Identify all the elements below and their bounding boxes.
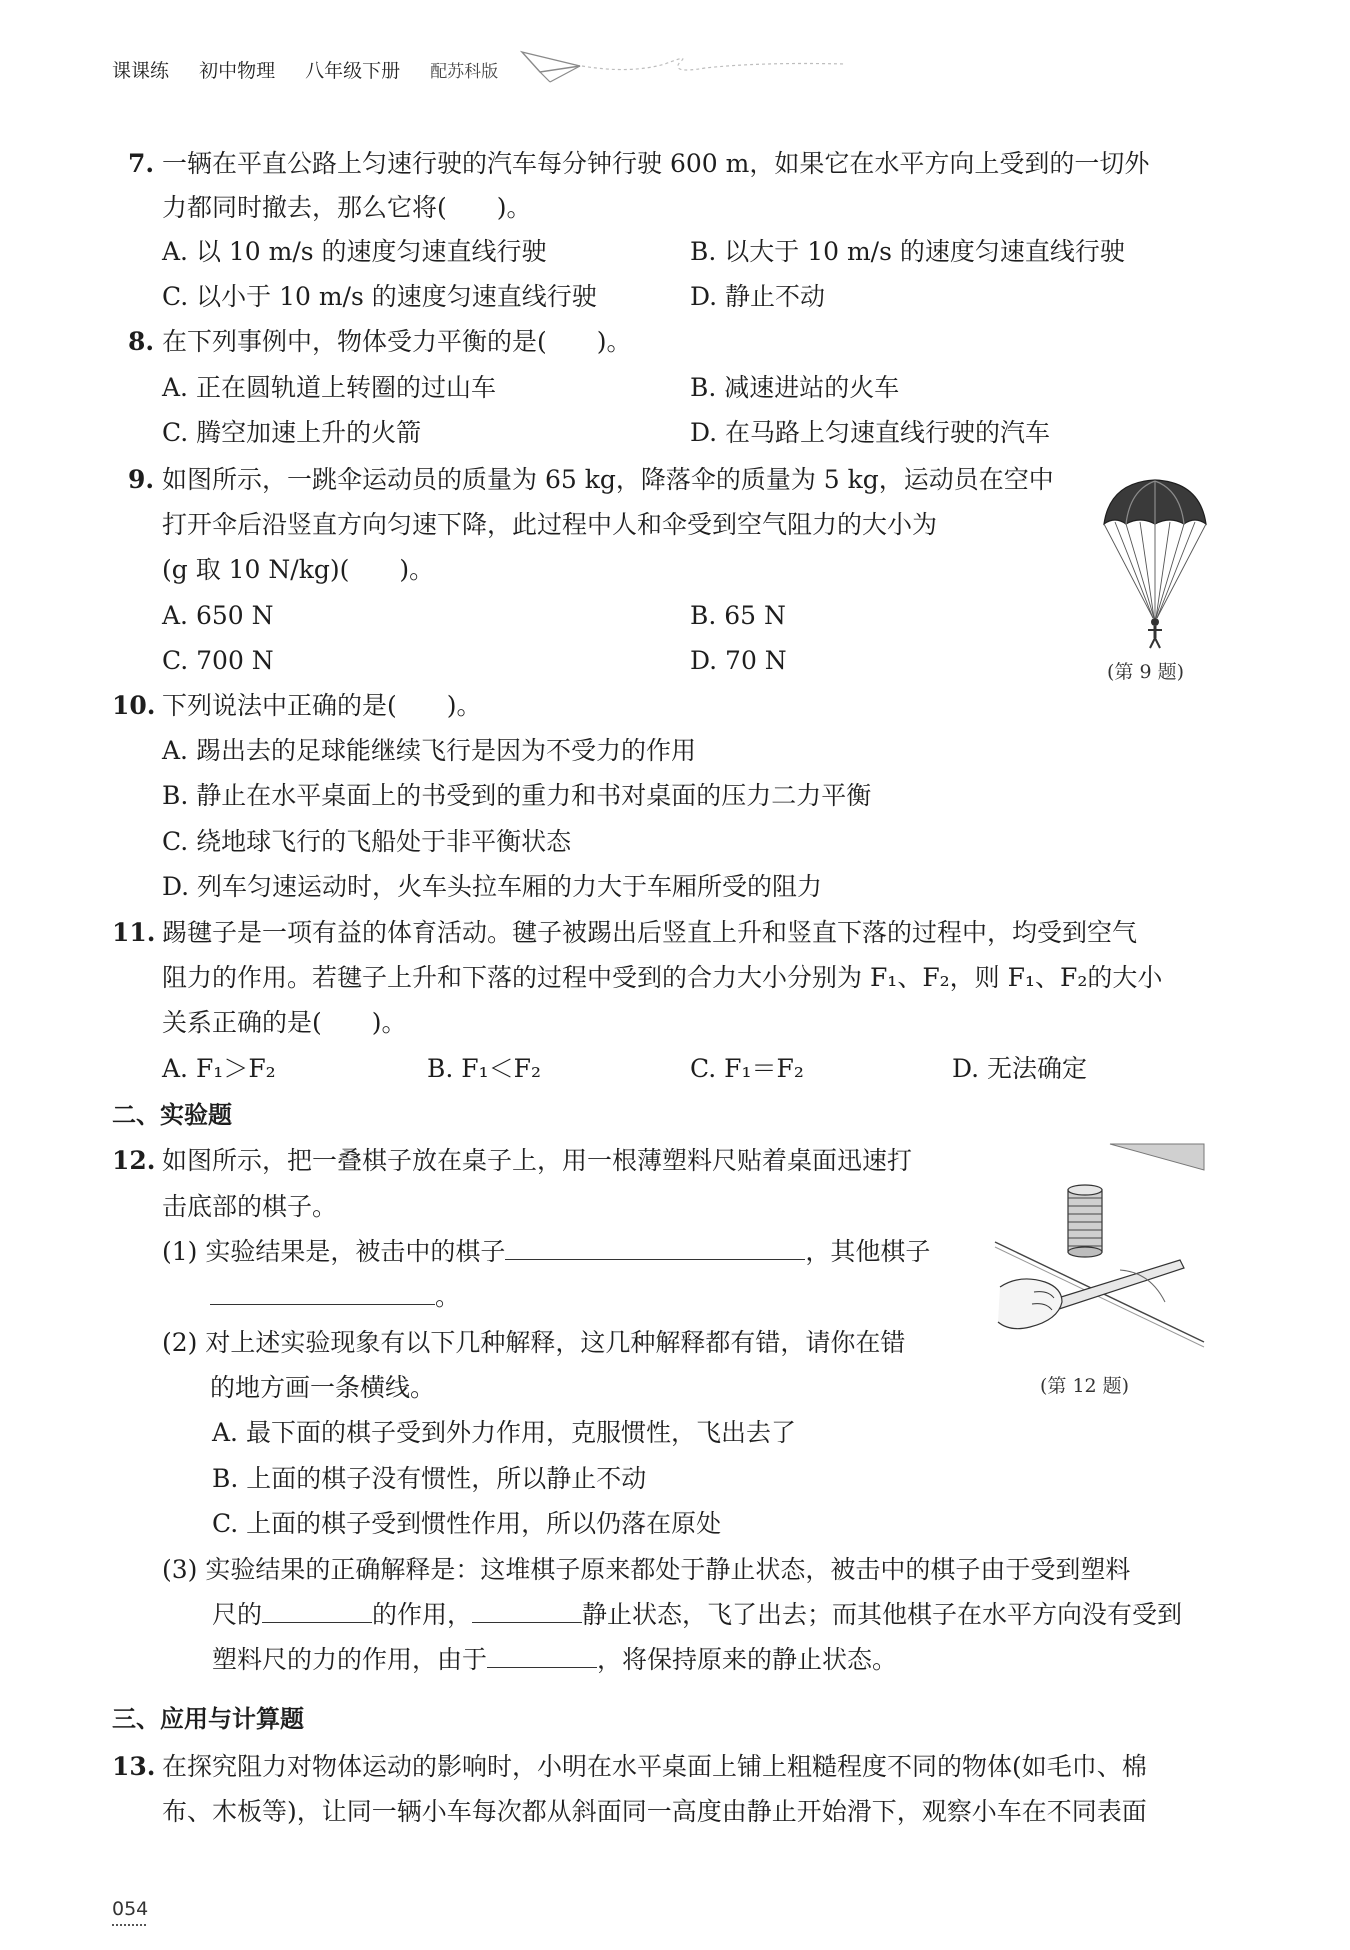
q12-part3-text-a: 尺的 <box>212 1600 263 1629</box>
q12-part1-mid: ，其他棋子 <box>805 1237 931 1266</box>
q10-number: 10. <box>112 691 156 720</box>
q13-number: 13. <box>112 1752 156 1781</box>
q12-figure-caption: (第 12 题) <box>1040 1375 1130 1397</box>
q9-number: 9. <box>128 465 155 494</box>
q8-stem: 在下列事例中，物体受力平衡的是( )。 <box>162 327 632 356</box>
q12-part1-text: (1) 实验结果是，被击中的棋子 <box>162 1237 506 1266</box>
page-number: 054 <box>112 1898 149 1920</box>
checker-stack-icon <box>1068 1185 1102 1257</box>
q12-part1-line2 <box>210 1281 460 1313</box>
q12-part3-text-c: 静止状态，飞了出去；而其他棋子在水平方向没有受到 <box>582 1600 1183 1629</box>
q10-option-d: D. 列车匀速运动时，火车头拉车厢的力大于车厢所受的阻力 <box>162 872 823 901</box>
q12-part3-blank1[interactable] <box>262 1599 372 1623</box>
q8-option-a: A. 正在圆轨道上转圈的过山车 <box>162 373 496 402</box>
q12-part1-line1 <box>162 1236 930 1268</box>
q12-part3-text-e: ，将保持原来的静止状态。 <box>597 1645 898 1674</box>
q12-option-c: C. 上面的棋子受到惯性作用，所以仍落在原处 <box>212 1509 722 1538</box>
q12-number: 12. <box>112 1146 156 1175</box>
q9-stem-line1: 如图所示，一跳伞运动员的质量为 65 kg，降落伞的质量为 5 kg，运动员在空中 <box>162 465 1054 494</box>
section-heading-application: 三、应用与计算题 <box>112 1705 304 1733</box>
q12-stem-line2: 击底部的棋子。 <box>162 1192 338 1221</box>
q10-option-c: C. 绕地球飞行的飞船处于非平衡状态 <box>162 827 572 856</box>
q9-stem-line3: (g 取 10 N/kg)( )。 <box>162 555 435 584</box>
q9-option-d: D. 70 N <box>690 646 787 675</box>
q12-part3-text-d: 塑料尺的力的作用，由于 <box>212 1645 488 1674</box>
q12-part2-line2: 的地方画一条横线。 <box>210 1373 436 1402</box>
q12-stem-line1: 如图所示，把一叠棋子放在桌子上，用一根薄塑料尺贴着桌面迅速打 <box>162 1146 913 1175</box>
q11-option-a: A. F₁＞F₂ <box>162 1054 276 1083</box>
header-series: 课课练 <box>112 60 170 82</box>
q11-option-d: D. 无法确定 <box>952 1054 1088 1083</box>
q12-part3-line2 <box>212 1599 1182 1631</box>
q9-figure-caption: (第 9 题) <box>1107 661 1184 683</box>
q11-option-b: B. F₁＜F₂ <box>427 1054 542 1083</box>
q12-part3-line3 <box>212 1644 897 1676</box>
q10-option-a: A. 踢出去的足球能继续飞行是因为不受力的作用 <box>162 736 696 765</box>
q12-part1-blank1[interactable] <box>505 1236 805 1260</box>
q8-number: 8. <box>128 327 155 356</box>
page-number-underline <box>112 1924 146 1926</box>
q8-option-d: D. 在马路上匀速直线行驶的汽车 <box>690 418 1051 447</box>
q11-stem-line2: 阻力的作用。若毽子上升和下落的过程中受到的合力大小分别为 F₁、F₂，则 F₁、F₂的大小 <box>162 963 1163 992</box>
q11-number: 11. <box>112 918 156 947</box>
section-heading-experiment: 二、实验题 <box>112 1101 232 1129</box>
q11-stem-line3: 关系正确的是( )。 <box>162 1008 407 1037</box>
q12-part3-text-b: 的作用， <box>372 1600 473 1629</box>
header-edition: 配苏科版 <box>430 62 499 82</box>
q12-option-a: A. 最下面的棋子受到外力作用，克服惯性，飞出去了 <box>212 1418 796 1447</box>
q7-option-d: D. 静止不动 <box>690 282 826 311</box>
q8-option-b: B. 减速进站的火车 <box>690 373 900 402</box>
q7-option-b: B. 以大于 10 m/s 的速度匀速直线行驶 <box>690 237 1125 266</box>
q8-option-c: C. 腾空加速上升的火箭 <box>162 418 422 447</box>
parachute-figure <box>1100 478 1210 650</box>
q12-part3-line1: (3) 实验结果的正确解释是：这堆棋子原来都处于静止状态，被击中的棋子由于受到塑料 <box>162 1555 1131 1584</box>
checkers-experiment-figure <box>990 1142 1205 1352</box>
q13-stem-line1: 在探究阻力对物体运动的影响时，小明在水平桌面上铺上粗糙程度不同的物体(如毛巾、棉 <box>162 1752 1147 1781</box>
q10-stem: 下列说法中正确的是( )。 <box>162 691 482 720</box>
q7-stem-line2: 力都同时撤去，那么它将( )。 <box>162 193 532 222</box>
q9-stem-line2: 打开伞后沿竖直方向匀速下降，此过程中人和伞受到空气阻力的大小为 <box>162 510 938 539</box>
header-subject: 初中物理 <box>199 60 276 82</box>
q12-part2-line1: (2) 对上述实验现象有以下几种解释，这几种解释都有错，请你在错 <box>162 1328 906 1357</box>
q9-option-a: A. 650 N <box>162 601 274 630</box>
paper-plane-icon <box>520 44 850 84</box>
q12-part3-blank2[interactable] <box>472 1599 582 1623</box>
q13-stem-line2: 布、木板等)，让同一辆小车每次都从斜面同一高度由静止开始滑下，观察小车在不同表面 <box>162 1797 1147 1826</box>
q12-option-b: B. 上面的棋子没有惯性，所以静止不动 <box>212 1464 647 1493</box>
q9-option-c: C. 700 N <box>162 646 274 675</box>
header-grade: 八年级下册 <box>305 60 401 82</box>
q11-option-c: C. F₁＝F₂ <box>690 1054 804 1083</box>
q11-stem-line1: 踢毽子是一项有益的体育活动。毽子被踢出后竖直上升和竖直下落的过程中，均受到空气 <box>162 918 1138 947</box>
q7-number: 7. <box>128 149 155 178</box>
q12-part1-end: 。 <box>435 1282 461 1311</box>
q7-option-a: A. 以 10 m/s 的速度匀速直线行驶 <box>162 237 547 266</box>
q12-part1-blank2[interactable] <box>210 1281 435 1305</box>
q9-option-b: B. 65 N <box>690 601 786 630</box>
q7-option-c: C. 以小于 10 m/s 的速度匀速直线行驶 <box>162 282 597 311</box>
q7-stem-line1: 一辆在平直公路上匀速行驶的汽车每分钟行驶 600 m，如果它在水平方向上受到的一切外 <box>162 149 1150 178</box>
q12-part3-blank3[interactable] <box>487 1644 597 1668</box>
q10-option-b: B. 静止在水平桌面上的书受到的重力和书对桌面的压力二力平衡 <box>162 781 872 810</box>
running-header <box>112 56 498 83</box>
